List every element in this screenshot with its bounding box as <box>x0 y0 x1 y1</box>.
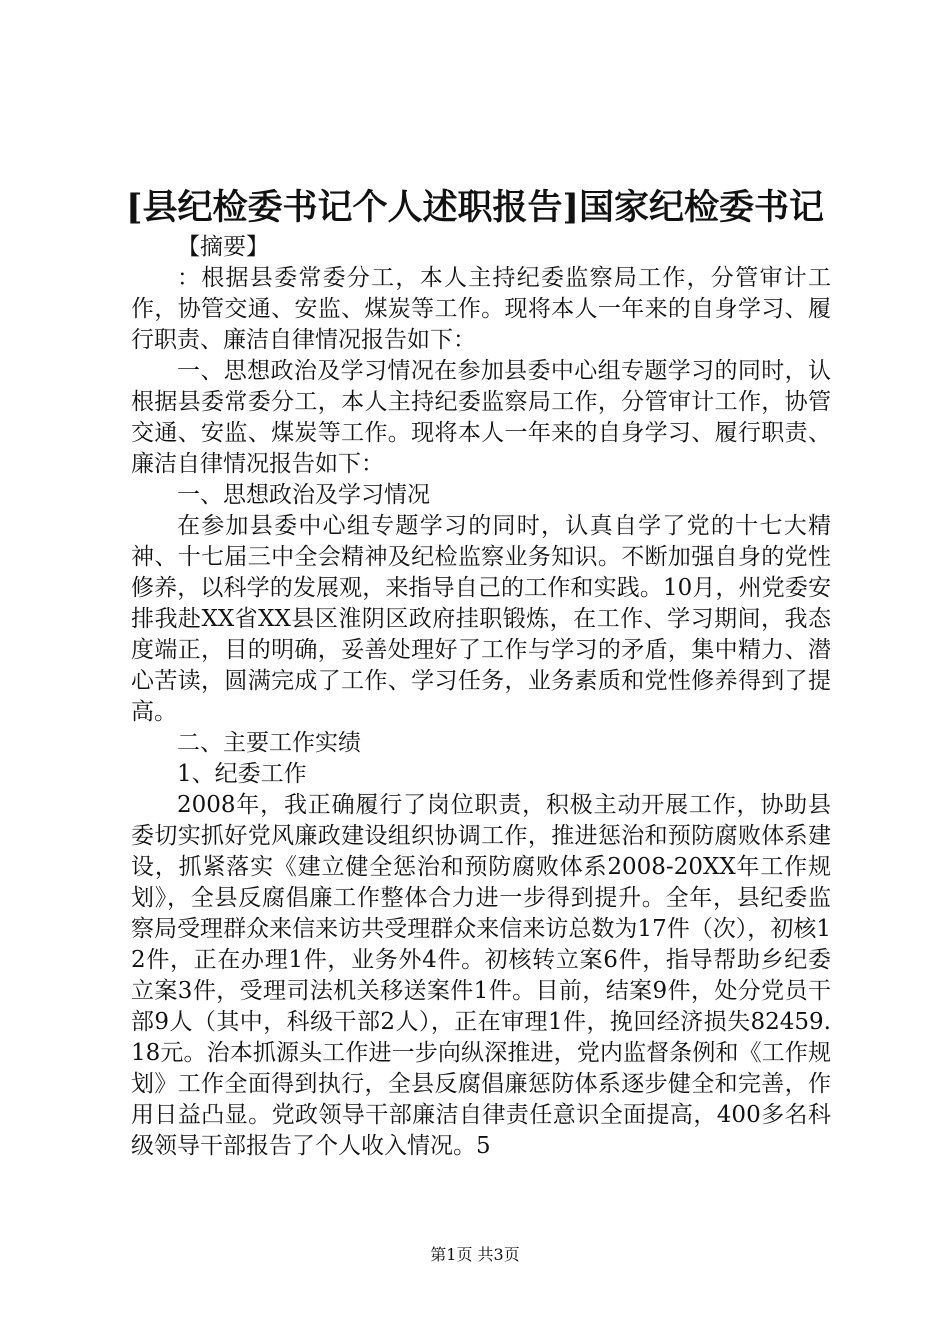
section-heading-achievements: 二、主要工作实绩 <box>177 730 361 756</box>
paragraph-commission-work: 2008年，我正确履行了岗位职责，积极主动开展工作，协助县委切实抓好党风廉政建设组织协调工作，推进惩治和预防腐败体系建设，抓紧落实《建立健全惩治和预防腐败体系2008-20XX年工作规划》，全县反腐倡廉工作整体合力进一步得到提升。全年，县纪委监察局受理群众来信来访共受理群众来信来访总数为17件（次），初核12件，正在办理1件，业务外4件。初核转立案6件，指导帮助乡纪委立案3件，受理司法机关移送案件1件。目前，结案9件，处分党员干部9人（其中，科级干部2人），正在审理1件，挽回经济损失82459.18元。治本抓源头工作进一步向纵深推进，党内监督条例和《工作规划》工作全面得到执行，全县反腐倡廉惩防体系逐步健全和完善，作用日益凸显。党政领导干部廉洁自律责任意识全面提高，400多名科级领导干部报告了个人收入情况。5 <box>131 792 831 1159</box>
document-title: [县纪检委书记个人述职报告]国家纪检委书记 <box>125 187 825 228</box>
subsection-heading-commission: 1、纪委工作 <box>177 761 307 787</box>
paragraph-abstract-label: 【摘要】 <box>177 234 269 260</box>
paragraph-intro-repeat: 一、思想政治及学习情况在参加县委中心组专题学习的同时，认根据县委常委分工，本人主持纪委监察局工作，分管审计工作，协管交通、安监、煤炭等工作。现将本人一年来的自身学习、履行职责、廉洁自律情况报告如下： <box>131 358 831 477</box>
paragraph-ideology: 在参加县委中心组专题学习的同时，认真自学了党的十七大精神、十七届三中全会精神及纪检监察业务知识。不断加强自身的党性修养，以科学的发展观，来指导自己的工作和实践。10月，州党委安排我赴XX省XX县区淮阴区政府挂职锻炼，在工作、学习期间，我态度端正，目的明确，妥善处理好了工作与学习的矛盾，集中精力、潜心苦读，圆满完成了工作、学习任务，业务素质和党性修养得到了提高。 <box>131 513 831 725</box>
section-heading-ideology: 一、思想政治及学习情况 <box>177 482 430 508</box>
document-body <box>131 232 831 1162</box>
paragraph-abstract: ：根据县委常委分工，本人主持纪委监察局工作，分管审计工作，协管交通、安监、煤炭等工作。现将本人一年来的自身学习、履行职责、廉洁自律情况报告如下： <box>131 265 831 353</box>
page-footer: 第1页 共3页 <box>430 1245 520 1264</box>
